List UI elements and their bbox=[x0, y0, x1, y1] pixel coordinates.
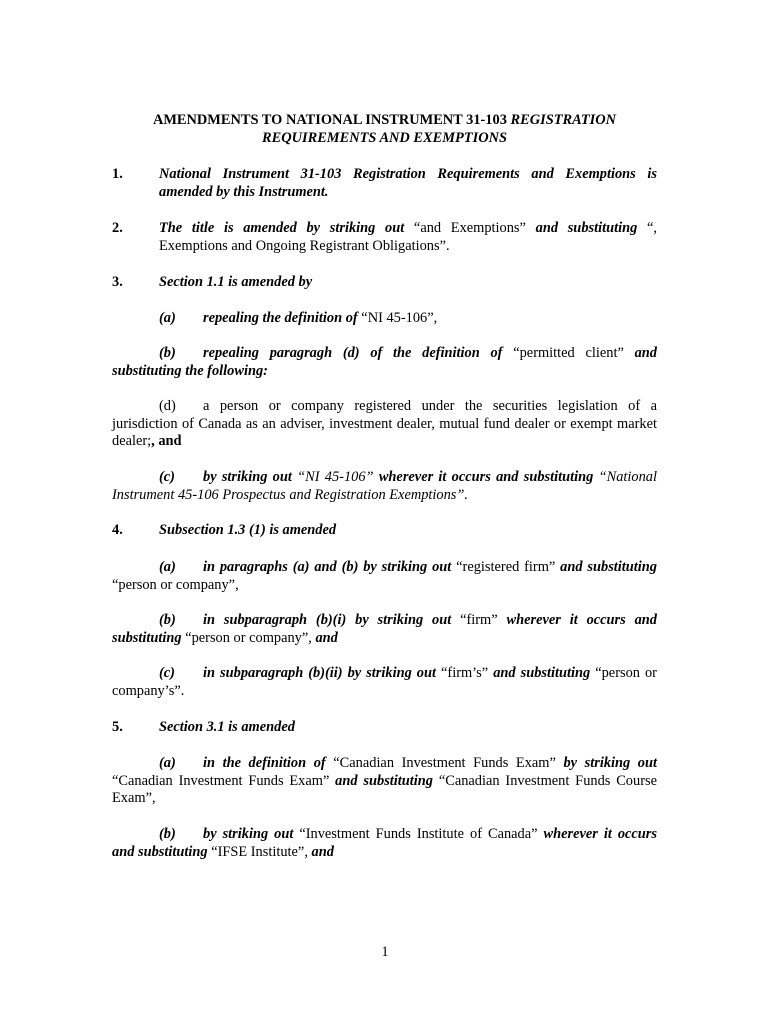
page-number: 1 bbox=[381, 944, 389, 960]
s5-b-instruction-2: wherever it occurs and substituting bbox=[112, 826, 657, 860]
s3-d-text: a person or company registered under the securities legislation of a jurisdiction of Canada as an adviser, investment dealer, mutual fund dealer or exempt market dealer; bbox=[112, 398, 657, 449]
document-title bbox=[112, 112, 657, 147]
s4-a-instruction-1: in paragraphs (a) and (b) by striking out bbox=[203, 559, 452, 575]
s5-a-quote-1: “Canadian Investment Funds Exam” bbox=[325, 755, 564, 771]
s3-a-instruction: repealing the definition of bbox=[203, 310, 358, 326]
s5-para-b bbox=[112, 826, 657, 861]
s4-b-instruction-2: wherever it occurs and substituting bbox=[112, 612, 657, 646]
s3-c-instruction-1: by striking out bbox=[203, 469, 292, 485]
s3-b-letter: (b) bbox=[159, 345, 176, 361]
s4-a-quote-2: “person or company”, bbox=[112, 576, 239, 593]
title-line1-bold: AMENDMENTS TO NATIONAL INSTRUMENT 31-103 bbox=[152, 112, 507, 128]
s3-c-quote-1: “NI 45-106” bbox=[291, 469, 379, 485]
section-2-text bbox=[159, 220, 657, 255]
s5-a-instruction-3: and substituting bbox=[335, 772, 433, 789]
s3-para-a bbox=[159, 310, 704, 328]
s4-a-instruction-2: and substituting bbox=[560, 559, 657, 575]
s3-para-c bbox=[112, 469, 657, 504]
section-3-number: 3. bbox=[112, 274, 123, 290]
s4-a-letter: (a) bbox=[159, 559, 176, 575]
s5-b-instruction-3: and bbox=[311, 843, 334, 860]
s5-b-quote-1: “Investment Funds Institute of Canada” bbox=[293, 826, 544, 842]
s3-c-quote-2: “National Instrument 45-106 Prospectus and Registration Exemptions”. bbox=[112, 469, 657, 503]
section-4-heading: Subsection 1.3 (1) is amended bbox=[159, 522, 337, 538]
s5-a-letter: (a) bbox=[159, 755, 176, 771]
s3-a-letter: (a) bbox=[159, 310, 176, 326]
s3-b-instruction-2: and substituting the following: bbox=[112, 345, 657, 379]
section-5-heading: Section 3.1 is amended bbox=[159, 719, 295, 735]
s5-a-quote-2: “Canadian Investment Funds Exam” bbox=[112, 772, 336, 789]
s4-b-quote-2: “person or company”, bbox=[181, 629, 316, 646]
s3-a-quote: “NI 45-106”, bbox=[357, 310, 438, 326]
section-5-number: 5. bbox=[112, 719, 123, 735]
section-4-number: 4. bbox=[112, 522, 123, 538]
s3-d-letter: (d) bbox=[159, 398, 176, 414]
s4-c-quote-2: “person or company’s”. bbox=[112, 665, 657, 699]
section-3-heading: Section 1.1 is amended by bbox=[159, 274, 313, 290]
s5-b-instruction-1: by striking out bbox=[203, 826, 294, 842]
s4-c-letter: (c) bbox=[159, 665, 175, 681]
s3-para-b bbox=[112, 345, 657, 380]
s4-para-c bbox=[112, 665, 657, 700]
s4-b-letter: (b) bbox=[159, 612, 176, 628]
title-line1-italic: REGISTRATION bbox=[510, 112, 617, 128]
s4-b-instruction-1: in subparagraph (b)(i) by striking out bbox=[203, 612, 452, 628]
s5-b-letter: (b) bbox=[159, 826, 176, 842]
section-2-number: 2. bbox=[112, 220, 123, 236]
section-1-text: National Instrument 31-103 Registration Requirements and Exemptions is amended by this Instrument. bbox=[159, 166, 657, 200]
title-line2: REQUIREMENTS AND EXEMPTIONS bbox=[262, 129, 507, 146]
s2-instruction-1: The title is amended by striking out bbox=[159, 220, 405, 236]
s3-d-tail: , and bbox=[151, 433, 182, 449]
s4-c-instruction-2: and substituting bbox=[493, 665, 591, 681]
s2-instruction-2: and substituting bbox=[535, 220, 638, 236]
s4-para-b bbox=[112, 612, 657, 647]
s3-b-instruction-1: repealing paragragh (d) of the definition of bbox=[203, 345, 503, 361]
s5-a-instruction-1: in the definition of bbox=[203, 755, 326, 771]
s5-a-instruction-2: by striking out bbox=[563, 755, 657, 771]
s4-c-instruction-1: in subparagraph (b)(ii) by striking out bbox=[203, 665, 436, 681]
s4-para-a bbox=[112, 559, 657, 594]
s4-c-quote-1: “firm’s” bbox=[436, 665, 494, 681]
s5-a-quote-3: “Canadian Investment Funds Course Exam”, bbox=[112, 772, 657, 806]
s3-para-d bbox=[112, 398, 657, 451]
s5-b-quote-2: “IFSE Institute”, bbox=[207, 843, 312, 860]
s4-b-instruction-3: and bbox=[315, 629, 338, 646]
s4-b-quote-1: “firm” bbox=[451, 612, 507, 628]
s3-c-letter: (c) bbox=[159, 469, 175, 485]
s2-quote-2: “, Exemptions and Ongoing Registrant Obligations”. bbox=[159, 220, 657, 254]
s4-a-quote-1: “registered firm” bbox=[451, 559, 561, 575]
s3-b-quote: “permitted client” bbox=[502, 345, 635, 361]
s3-c-instruction-2: wherever it occurs and substituting bbox=[378, 469, 594, 485]
s5-para-a bbox=[112, 755, 657, 808]
section-1-number: 1. bbox=[112, 166, 123, 182]
s2-quote-1: “and Exemptions” bbox=[404, 220, 536, 236]
